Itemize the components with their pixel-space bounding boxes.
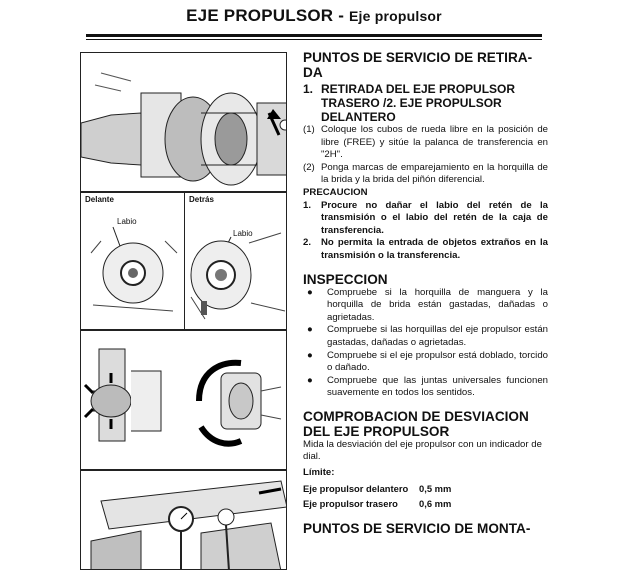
lip-label-front: Labio bbox=[117, 217, 137, 226]
section-runout-title: COMPROBACION DE DESVIACION DEL EJE PROPULSOR bbox=[303, 408, 529, 439]
dial-illustration bbox=[81, 471, 287, 570]
caution-title: PRECAUCION bbox=[303, 186, 368, 198]
page-subtitle: Eje propulsor bbox=[349, 8, 442, 24]
header-rule-thin bbox=[86, 39, 542, 40]
flange-illustration bbox=[81, 53, 287, 192]
title-separator: - bbox=[333, 6, 349, 25]
step-number: 1. bbox=[303, 82, 314, 96]
page-header bbox=[0, 0, 628, 34]
list-item: ● Compruebe si la horquilla de manguera y la horquilla de brida están gastadas, dañadas o agrietadas. bbox=[307, 286, 548, 323]
step-1-heading bbox=[303, 82, 548, 124]
page-title: EJE PROPULSOR bbox=[186, 6, 334, 25]
header-rule bbox=[86, 34, 542, 37]
step-title: RETIRADA DEL EJE PROPULSOR TRASERO /2. EJE PROPULSOR DELANTERO bbox=[321, 82, 516, 124]
list-item: ● Compruebe que las juntas universales funcionen suavemente en todos los sentidos. bbox=[307, 374, 548, 399]
figure-mating-marks bbox=[80, 52, 287, 192]
rear-label: Detrás bbox=[189, 195, 214, 204]
list-item: (2) Ponga marcas de emparejamiento en la horquilla de la brida y la brida del piñón diferencial. bbox=[303, 161, 548, 186]
limit-label: Límite: bbox=[303, 467, 335, 479]
section-install-title: PUNTOS DE SERVICIO DE MONTA- bbox=[303, 520, 531, 536]
limit-row: Eje propulsor delantero 0,5 mm bbox=[303, 482, 452, 494]
limit-row: Eje propulsor trasero 0,6 mm bbox=[303, 498, 452, 510]
seal-illustration bbox=[81, 193, 287, 330]
section-inspection-title: INSPECCION bbox=[303, 271, 388, 287]
figure-yoke-inspection bbox=[80, 330, 287, 470]
caution-item: 2. No permita la entrada de objetos extraños en la transmisión o la transferencia. bbox=[303, 237, 548, 261]
yoke-illustration bbox=[81, 331, 287, 470]
list-item: ● Compruebe si las horquillas del eje propulsor están gastadas, dañadas o agrietadas. bbox=[307, 324, 548, 348]
figure-seal-lips bbox=[80, 192, 287, 330]
section-removal-title: PUNTOS DE SERVICIO DE RETIRA-DA bbox=[303, 50, 533, 80]
list-item: ● Compruebe si el eje propulsor está doblado, torcido o dañado. bbox=[307, 349, 548, 374]
text-column bbox=[303, 50, 548, 536]
lip-label-rear: Labio bbox=[233, 229, 253, 238]
front-label: Delante bbox=[85, 195, 114, 204]
runout-text: Mida la desviación del eje propulsor con un indicador de dial. bbox=[303, 438, 542, 463]
list-item: (1) Coloque los cubos de rueda libre en la posición de libre (FREE) y sitúe la palanca de transferencia en "2H". bbox=[303, 124, 548, 161]
caution-item: 1. Procure no dañar el labio del retén de la transmisión o el labio del retén de la caja de transferencia. bbox=[303, 199, 548, 236]
figure-dial-indicator bbox=[80, 470, 287, 570]
